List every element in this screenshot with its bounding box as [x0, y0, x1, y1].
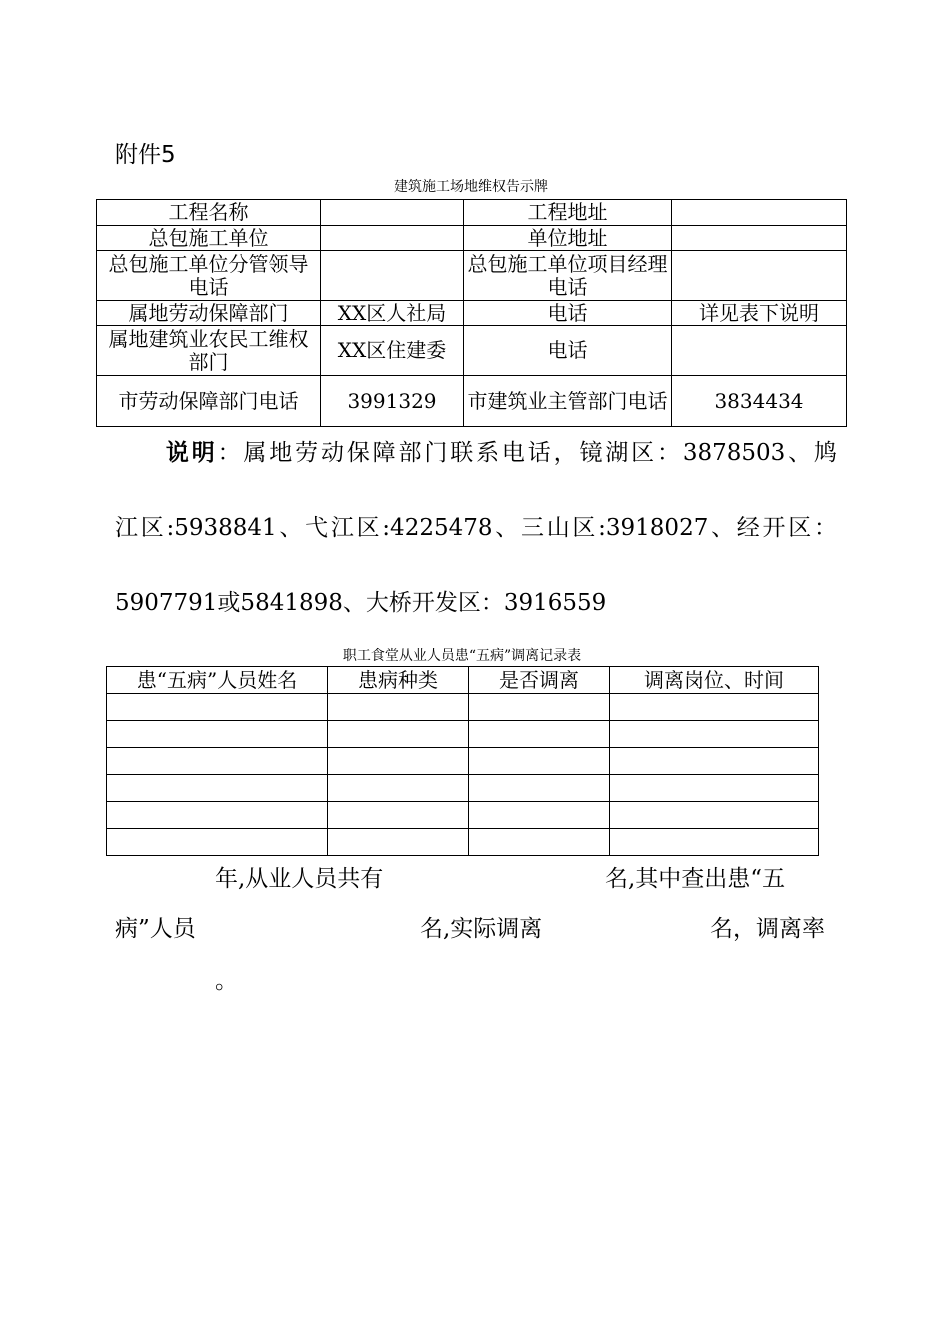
table-cell: [107, 802, 328, 829]
table-cell: 总包施工单位分管领导电话: [97, 251, 321, 301]
table-cell: [328, 829, 469, 856]
table-row: [107, 802, 819, 829]
table-header-row: [107, 667, 819, 694]
column-header: 患病种类: [328, 667, 469, 694]
note-line-1: [115, 438, 837, 468]
table-cell: [469, 694, 610, 721]
footer-text-3: 。: [215, 968, 238, 994]
table-cell: [107, 694, 328, 721]
table-cell: [107, 829, 328, 856]
table-cell: XX区住建委: [321, 326, 464, 376]
table-row: [97, 301, 847, 326]
table-cell: 总包施工单位项目经理电话: [464, 251, 672, 301]
footer-text-1b: 名,其中查出患“五: [605, 866, 786, 892]
table-cell: [610, 775, 819, 802]
footer-text-1a: 年,从业人员共有: [215, 866, 384, 892]
note-line-2: 江区:5938841、弋江区:4225478、三山区:3918027、经开区：: [115, 515, 837, 541]
table-cell: 3991329: [321, 376, 464, 427]
disease-table: [106, 666, 819, 856]
table-cell: [321, 200, 464, 226]
table-cell: [107, 721, 328, 748]
table-cell: [328, 694, 469, 721]
table-cell: 属地劳动保障部门: [97, 301, 321, 326]
table-cell: [672, 326, 847, 376]
table-cell: XX区人社局: [321, 301, 464, 326]
table-cell: 总包施工单位: [97, 226, 321, 251]
column-header: 是否调离: [469, 667, 610, 694]
table-cell: [328, 721, 469, 748]
table-cell: [610, 721, 819, 748]
table-cell: 市建筑业主管部门电话: [464, 376, 672, 427]
table-cell: [610, 748, 819, 775]
table-cell: [321, 226, 464, 251]
table-cell: 电话: [464, 326, 672, 376]
table-row: [97, 226, 847, 251]
table-cell: [469, 802, 610, 829]
table-cell: 详见表下说明: [672, 301, 847, 326]
table-row: [107, 721, 819, 748]
table-cell: 属地建筑业农民工维权部门: [97, 326, 321, 376]
table-cell: [469, 829, 610, 856]
table-row: [97, 326, 847, 376]
column-header: 调离岗位、时间: [610, 667, 819, 694]
notice-table: [96, 199, 847, 427]
table-cell: [321, 251, 464, 301]
table-cell: [610, 694, 819, 721]
table-cell: [672, 200, 847, 226]
table-cell: 市劳动保障部门电话: [97, 376, 321, 427]
table-row: [107, 775, 819, 802]
table-cell: [610, 802, 819, 829]
table-row: [107, 694, 819, 721]
table-cell: 电话: [464, 301, 672, 326]
note-label: 说明: [163, 439, 218, 466]
footer-text-2c: 名，调离率: [710, 916, 825, 942]
table-cell: [672, 226, 847, 251]
table-cell: 3834434: [672, 376, 847, 427]
note-text-1: ：属地劳动保障部门联系电话，镜湖区：3878503、鸠: [217, 440, 838, 466]
attachment-label: 附件5: [115, 142, 176, 168]
note-line-3: 5907791或5841898、大桥开发区：3916559: [115, 590, 607, 616]
table-cell: 单位地址: [464, 226, 672, 251]
table-cell: 工程地址: [464, 200, 672, 226]
footer-text-2b: 名,实际调离: [420, 916, 543, 942]
table-row: [97, 200, 847, 226]
footer-text-2a: 病”人员: [115, 916, 196, 942]
table-cell: [328, 802, 469, 829]
table-row: [107, 748, 819, 775]
table-row: [97, 376, 847, 427]
table-cell: [469, 775, 610, 802]
table-cell: [469, 748, 610, 775]
disease-table-title: 职工食堂从业人员患“五病”调离记录表: [342, 648, 582, 664]
table-cell: [328, 748, 469, 775]
table-row: [97, 251, 847, 301]
column-header: 患“五病”人员姓名: [107, 667, 328, 694]
table-cell: [328, 775, 469, 802]
table-cell: [469, 721, 610, 748]
notice-table-title: 建筑施工场地维权告示牌: [394, 179, 548, 195]
table-row: [107, 829, 819, 856]
table-cell: [610, 829, 819, 856]
table-cell: [672, 251, 847, 301]
table-cell: [107, 775, 328, 802]
table-cell: [107, 748, 328, 775]
table-cell: 工程名称: [97, 200, 321, 226]
